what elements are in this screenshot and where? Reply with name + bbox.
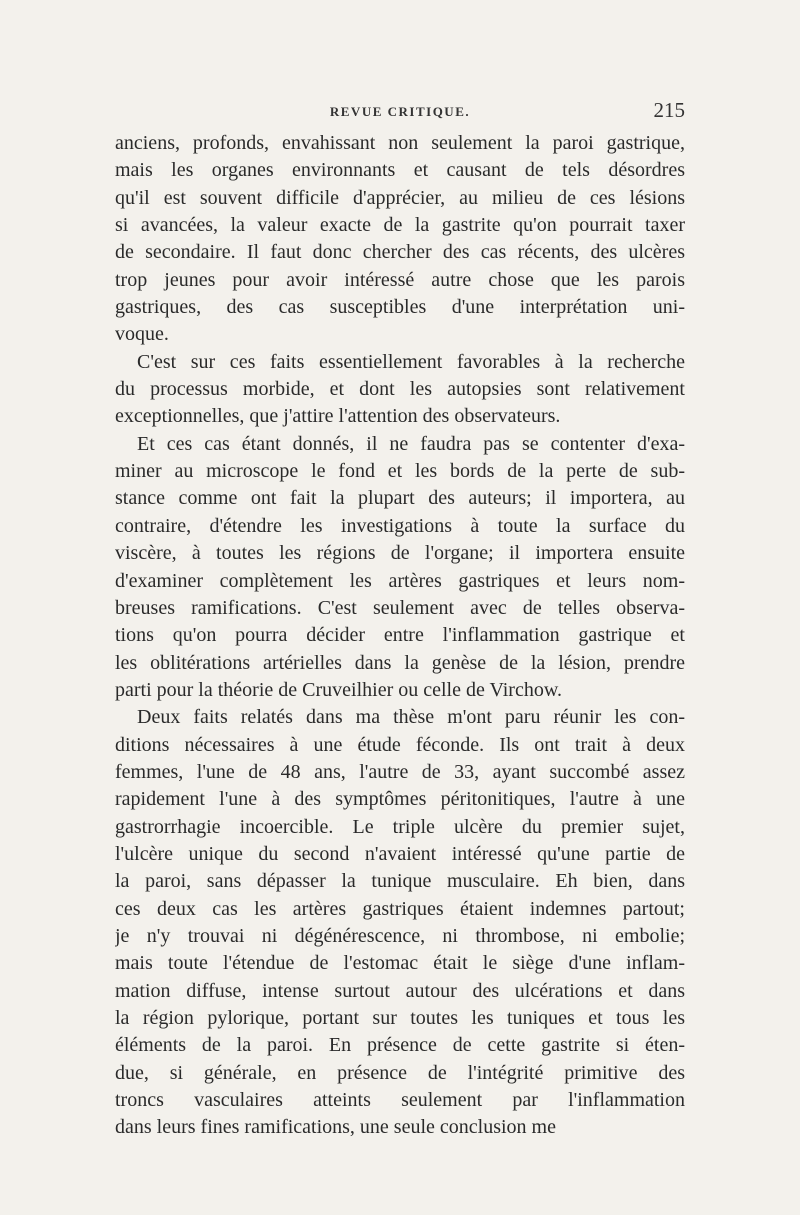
text-line: due, si générale, en présence de l'intégrité primitive des <box>115 1061 685 1084</box>
text-line: je n'y trouvai ni dégénérescence, ni thrombose, ni embolie; <box>115 924 685 947</box>
text-line: dans leurs fines ramifications, une seule conclusion me <box>115 1116 556 1139</box>
text-line: Deux faits relatés dans ma thèse m'ont paru réunir les con- <box>137 706 685 729</box>
text-line: voque. <box>115 323 169 346</box>
text-line: l'ulcère unique du second n'avaient intéressé qu'une partie de <box>115 842 685 865</box>
text-line: anciens, profonds, envahissant non seulement la paroi gastrique, <box>115 132 685 154</box>
paragraph <box>115 349 685 431</box>
text-line: mais toute l'étendue de l'estomac était le siège d'une inflam- <box>115 952 685 975</box>
text-line: parti pour la théorie de Cruveilhier ou celle de Virchow. <box>115 678 562 701</box>
text-line: tions qu'on pourra décider entre l'inflammation gastrique et <box>115 624 685 647</box>
text-line: la région pylorique, portant sur toutes les tuniques et tous les <box>115 1007 685 1029</box>
text-line: trop jeunes pour avoir intéressé autre chose que les parois <box>115 268 685 291</box>
paragraph <box>115 431 685 704</box>
text-line: miner au microscope le fond et les bords de la perte de sub- <box>115 460 685 483</box>
text-line: les oblitérations artérielles dans la genèse de la lésion, prendre <box>115 651 685 674</box>
paragraph <box>115 130 685 349</box>
running-title: REVUE CRITIQUE. <box>329 104 471 119</box>
text-line: viscère, à toutes les régions de l'organe; il importera ensuite <box>115 542 685 565</box>
text-line: gastriques, des cas susceptibles d'une interprétation uni- <box>115 296 685 319</box>
text-line: d'examiner complètement les artères gastriques et leurs nom- <box>115 569 685 592</box>
text-line: exceptionnelles, que j'attire l'attention des observateurs. <box>115 405 561 428</box>
text-line: ces deux cas les artères gastriques étaient indemnes partout; <box>115 897 685 920</box>
text-line: C'est sur ces faits essentiellement favorables à la recherche <box>137 350 685 373</box>
text-line: du processus morbide, et dont les autopsies sont relativement <box>115 378 685 401</box>
text-line: rapidement l'une à des symptômes péritonitiques, l'autre à une <box>115 788 685 811</box>
text-line: stance comme ont fait la plupart des auteurs; il importera, au <box>115 487 685 510</box>
text-line: gastrorrhagie incoercible. Le triple ulcère du premier sujet, <box>115 815 685 838</box>
text-line: de secondaire. Il faut donc chercher des cas récents, des ulcères <box>115 241 685 264</box>
text-line: troncs vasculaires atteints seulement par l'inflammation <box>115 1089 685 1112</box>
text-line: contraire, d'étendre les investigations à toute la surface du <box>115 514 685 537</box>
text-line: mais les organes environnants et causant de tels désordres <box>115 159 685 182</box>
text-line: mation diffuse, intense surtout autour des ulcérations et dans <box>115 979 685 1002</box>
text-line: la paroi, sans dépasser la tunique musculaire. Eh bien, dans <box>115 870 685 893</box>
text-line: Et ces cas étant donnés, il ne faudra pas se contenter d'exa- <box>137 432 685 455</box>
paragraph <box>115 704 685 1142</box>
text-line: qu'il est souvent difficile d'apprécier, au milieu de ces lésions <box>115 186 685 209</box>
text-line: éléments de la paroi. En présence de cette gastrite si éten- <box>115 1034 685 1057</box>
text-line: breuses ramifications. C'est seulement avec de telles observa- <box>115 596 685 619</box>
page-number: 215 <box>653 98 685 122</box>
text-line: ditions nécessaires à une étude féconde. Ils ont trait à deux <box>115 733 685 756</box>
text-line: si avancées, la valeur exacte de la gastrite qu'on pourrait taxer <box>115 214 685 237</box>
running-head <box>115 98 685 128</box>
body-text <box>115 130 685 1142</box>
text-line: femmes, l'une de 48 ans, l'autre de 33, ayant succombé assez <box>115 760 685 783</box>
